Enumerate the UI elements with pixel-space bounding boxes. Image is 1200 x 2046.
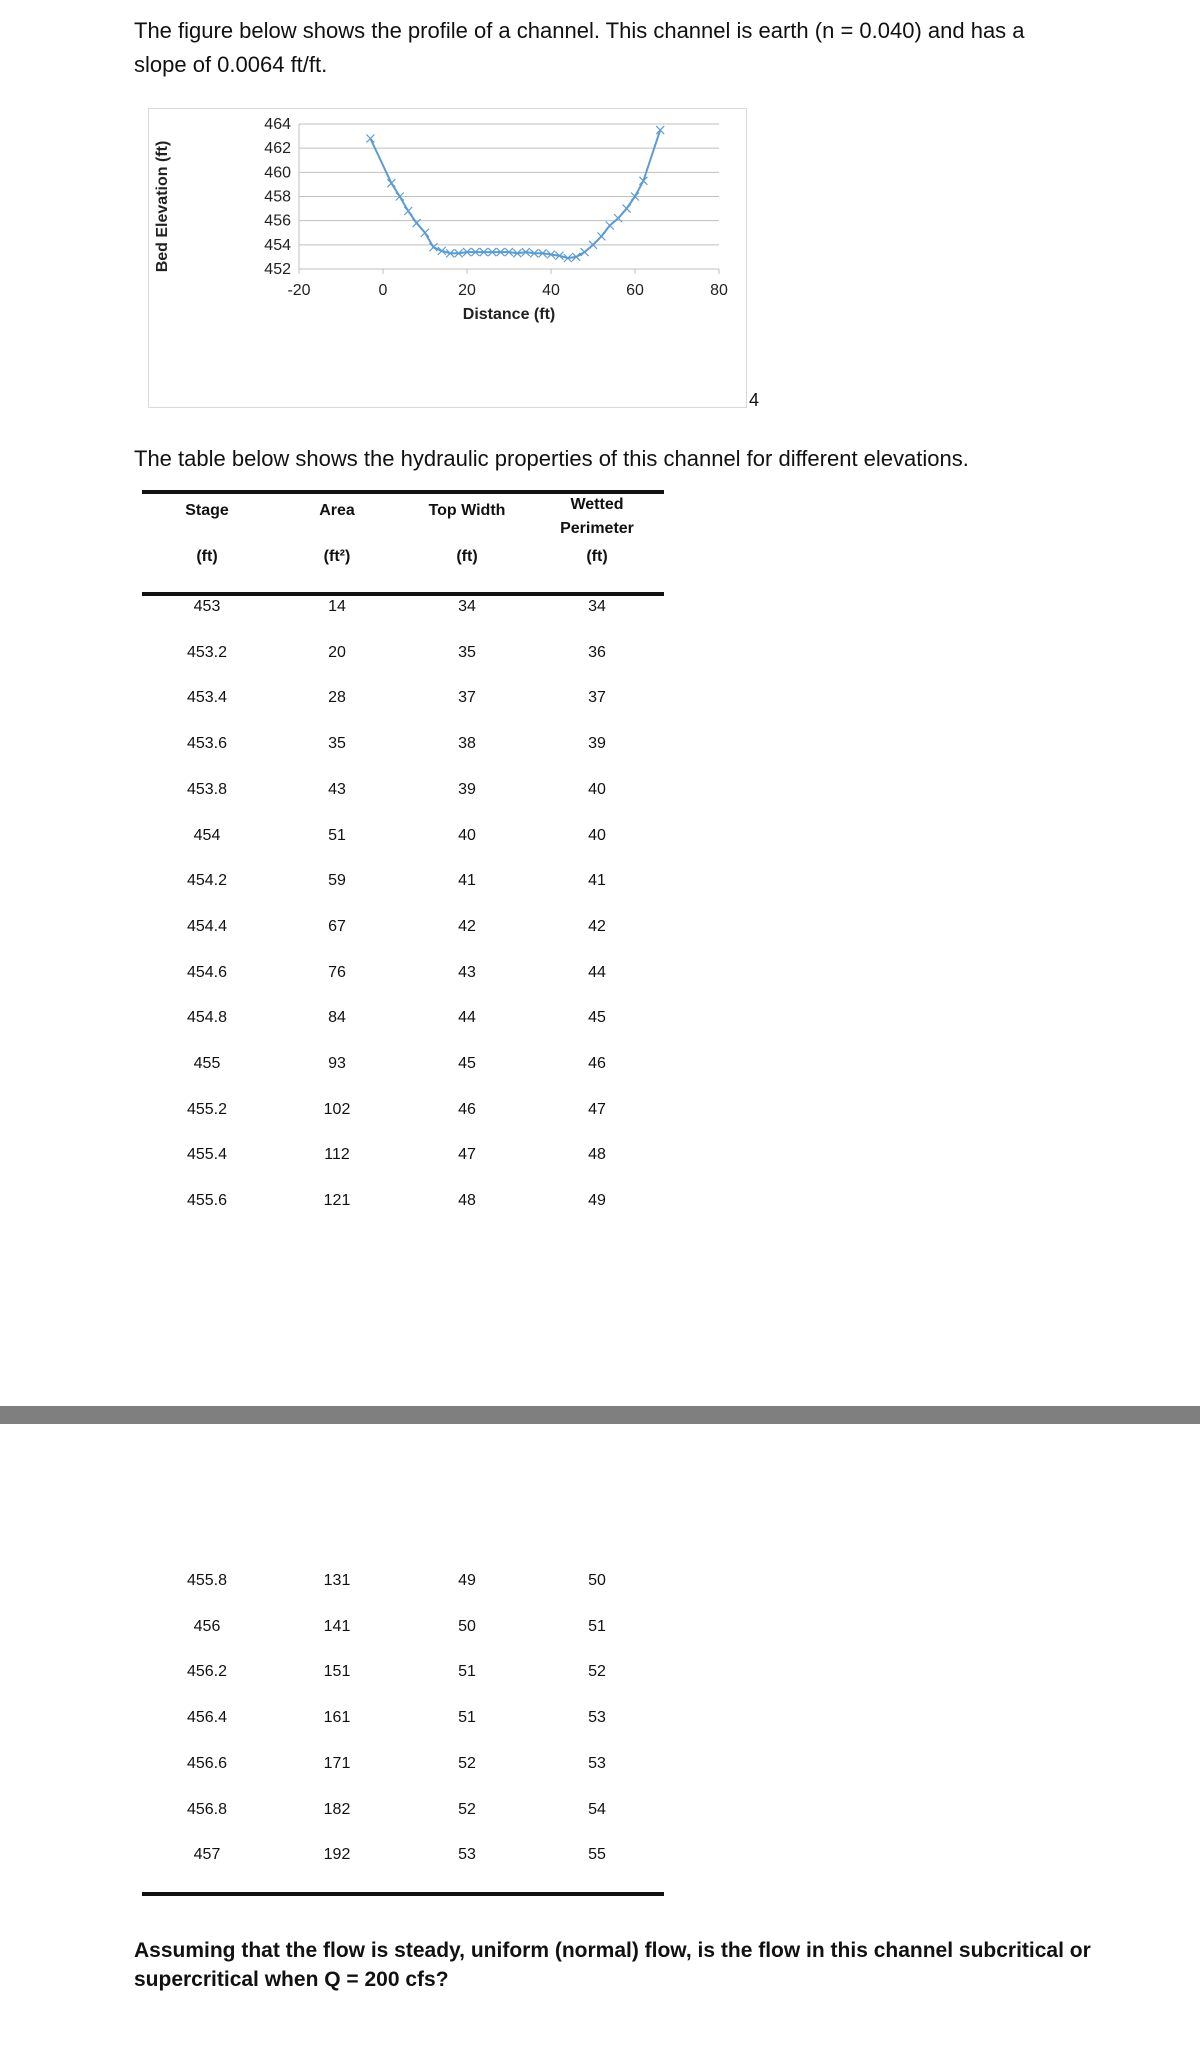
wetted-perimeter-cell: 51 [588, 1618, 606, 1635]
table-row [142, 1663, 664, 1689]
area-cell: 131 [323, 1572, 351, 1589]
header-stage: Stage [185, 502, 229, 519]
table-intro: The table below shows the hydraulic properties of this channel for different elevations. [134, 446, 969, 471]
area-cell: 171 [323, 1755, 351, 1772]
y-tick-label: 460 [264, 164, 291, 182]
table-row [142, 872, 664, 898]
data-point-marker [366, 135, 374, 143]
area-cell: 43 [328, 781, 346, 798]
area-cell: 192 [323, 1846, 351, 1863]
y-tick-label: 464 [264, 116, 291, 133]
table-bottom-rule [142, 1892, 664, 1896]
stage-cell: 454.6 [186, 964, 228, 981]
area-cell: 14 [328, 598, 346, 615]
header-area: Area [319, 502, 355, 519]
stage-cell: 455.8 [186, 1572, 228, 1589]
unit-wetted-perimeter: (ft) [586, 548, 608, 565]
area-cell: 141 [323, 1618, 351, 1635]
area-cell: 182 [323, 1801, 351, 1818]
top-width-cell: 44 [458, 1009, 476, 1026]
x-tick-label: 60 [626, 282, 644, 299]
table-header [142, 496, 664, 590]
header-wetted-line1: Wetted [570, 496, 624, 513]
table-row [142, 781, 664, 807]
area-cell: 93 [328, 1055, 346, 1072]
top-width-cell: 45 [458, 1055, 476, 1072]
wetted-perimeter-cell: 54 [588, 1801, 606, 1818]
wetted-perimeter-cell: 47 [588, 1101, 606, 1118]
intro-paragraph: The figure below shows the profile of a channel. This channel is earth (n = 0.040) and has a slope of 0.0064 ft/ft. [134, 18, 1025, 77]
table-row [142, 964, 664, 990]
y-tick-label: 456 [264, 212, 291, 230]
y-axis-title: Bed Elevation (ft) [154, 140, 171, 273]
unit-top-width: (ft) [456, 548, 478, 565]
stage-cell: 454 [193, 827, 221, 844]
table-row [142, 1846, 664, 1872]
top-width-cell: 43 [458, 964, 476, 981]
x-tick-label: 20 [458, 282, 476, 299]
wetted-perimeter-cell: 44 [588, 964, 606, 981]
area-cell: 20 [328, 644, 346, 661]
wetted-perimeter-cell: 48 [588, 1146, 606, 1163]
table-row [142, 1801, 664, 1827]
wetted-perimeter-cell: 53 [588, 1709, 606, 1726]
table-row [142, 1572, 664, 1598]
wetted-perimeter-cell: 49 [588, 1192, 606, 1209]
area-cell: 59 [328, 872, 346, 889]
y-tick-label: 454 [264, 236, 291, 254]
wetted-perimeter-cell: 41 [588, 872, 606, 889]
stage-cell: 453.2 [186, 644, 228, 661]
stage-cell: 456.4 [186, 1709, 228, 1726]
channel-profile-chart [148, 108, 747, 408]
top-width-cell: 47 [458, 1146, 476, 1163]
top-width-cell: 49 [458, 1572, 476, 1589]
top-width-cell: 38 [458, 735, 476, 752]
y-tick-label: 462 [264, 140, 291, 158]
top-width-cell: 37 [458, 689, 476, 706]
area-cell: 161 [323, 1709, 351, 1726]
area-cell: 67 [328, 918, 346, 935]
stage-cell: 456.2 [186, 1663, 228, 1680]
top-width-cell: 52 [458, 1801, 476, 1818]
page-separator [0, 1406, 1200, 1424]
stage-cell: 455.2 [186, 1101, 228, 1118]
table-row [142, 1192, 664, 1218]
x-tick-label: -20 [287, 282, 311, 299]
wetted-perimeter-cell: 40 [588, 781, 606, 798]
table-row [142, 689, 664, 715]
area-cell: 35 [328, 735, 346, 752]
series-line [370, 130, 660, 258]
wetted-perimeter-cell: 45 [588, 1009, 606, 1026]
top-width-cell: 35 [458, 644, 476, 661]
x-tick-label: 40 [542, 282, 560, 299]
stage-cell: 454.8 [186, 1009, 228, 1026]
stray-label: 4 [749, 390, 760, 410]
top-width-cell: 42 [458, 918, 476, 935]
data-point-marker [404, 207, 412, 215]
wetted-perimeter-cell: 52 [588, 1663, 606, 1680]
stage-cell: 454.2 [186, 872, 228, 889]
wetted-perimeter-cell: 36 [588, 644, 606, 661]
top-width-cell: 52 [458, 1755, 476, 1772]
y-tick-label: 458 [264, 188, 291, 206]
top-width-cell: 53 [458, 1846, 476, 1863]
y-tick-label: 452 [264, 261, 291, 278]
area-cell: 151 [323, 1663, 351, 1680]
area-cell: 102 [323, 1101, 351, 1118]
data-point-marker [597, 232, 605, 240]
data-point-marker [623, 205, 631, 213]
stage-cell: 453 [193, 598, 221, 615]
top-width-cell: 39 [458, 781, 476, 798]
area-cell: 51 [328, 827, 346, 844]
stage-cell: 455 [193, 1055, 221, 1072]
data-point-marker [581, 248, 589, 256]
wetted-perimeter-cell: 34 [588, 598, 606, 615]
top-width-cell: 41 [458, 872, 476, 889]
question-text: Assuming that the flow is steady, uniform (normal) flow, is the flow in this channel subcritical or supercritical when Q = 200 cfs? [134, 1939, 1091, 1991]
wetted-perimeter-cell: 40 [588, 827, 606, 844]
stage-cell: 456.8 [186, 1801, 228, 1818]
stage-cell: 453.8 [186, 781, 228, 798]
wetted-perimeter-cell: 50 [588, 1572, 606, 1589]
top-width-cell: 34 [458, 598, 476, 615]
x-tick-label: 80 [710, 282, 728, 299]
stage-cell: 453.6 [186, 735, 228, 752]
top-width-cell: 51 [458, 1663, 476, 1680]
wetted-perimeter-cell: 55 [588, 1846, 606, 1863]
table-row [142, 827, 664, 853]
wetted-perimeter-cell: 42 [588, 918, 606, 935]
header-wetted-line2: Perimeter [560, 520, 634, 537]
table-row [142, 1146, 664, 1172]
stage-cell: 457 [193, 1846, 221, 1863]
table-row [142, 644, 664, 670]
area-cell: 112 [324, 1146, 350, 1163]
table-row [142, 1755, 664, 1781]
table-row [142, 735, 664, 761]
table-top-rule [142, 490, 664, 494]
stage-cell: 456 [193, 1618, 221, 1635]
stage-cell: 455.6 [186, 1192, 228, 1209]
data-point-marker [606, 222, 614, 230]
table-row [142, 918, 664, 944]
wetted-perimeter-cell: 53 [588, 1755, 606, 1772]
table-header-rule [142, 592, 664, 596]
top-width-cell: 46 [458, 1101, 476, 1118]
stage-cell: 456.6 [186, 1755, 228, 1772]
table-row [142, 1618, 664, 1644]
stage-cell: 453.4 [186, 689, 228, 706]
table-row [142, 1055, 664, 1081]
area-cell: 121 [323, 1192, 351, 1209]
area-cell: 28 [328, 689, 346, 706]
top-width-cell: 51 [458, 1709, 476, 1726]
area-cell: 76 [328, 964, 346, 981]
table-row [142, 598, 664, 624]
top-width-cell: 48 [458, 1192, 476, 1209]
wetted-perimeter-cell: 37 [588, 689, 606, 706]
x-axis-title: Distance (ft) [462, 306, 556, 323]
data-point-marker [387, 179, 395, 187]
header-top-width: Top Width [428, 502, 506, 519]
top-width-cell: 50 [458, 1618, 476, 1635]
unit-area: (ft²) [323, 548, 351, 565]
table-row [142, 1101, 664, 1127]
unit-stage: (ft) [196, 548, 218, 565]
data-point-marker [421, 229, 429, 237]
table-row [142, 1709, 664, 1735]
area-cell: 84 [328, 1009, 346, 1026]
chart-svg [149, 109, 746, 407]
x-tick-label: 0 [378, 282, 388, 299]
wetted-perimeter-cell: 46 [588, 1055, 606, 1072]
wetted-perimeter-cell: 39 [588, 735, 606, 752]
stage-cell: 454.4 [186, 918, 228, 935]
table-row [142, 1009, 664, 1035]
stage-cell: 455.4 [186, 1146, 228, 1163]
top-width-cell: 40 [458, 827, 476, 844]
